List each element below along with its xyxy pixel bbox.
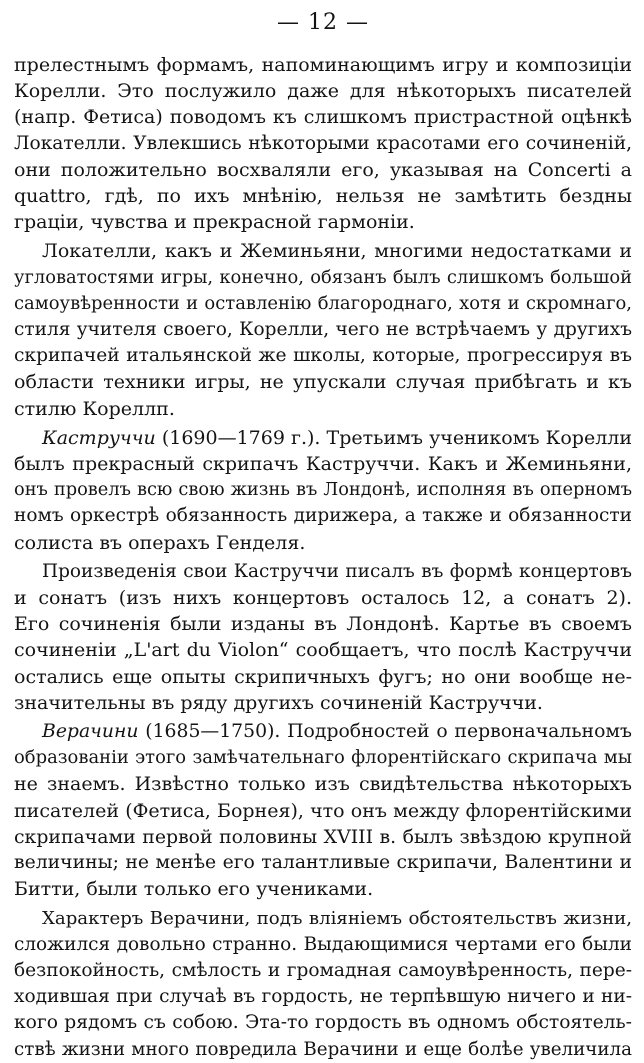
paragraph-2	[14, 238, 632, 421]
text-line: скрипачами первой половины XVIII в. былъ звѣздою крупной	[14, 825, 632, 848]
text-line	[14, 719, 632, 745]
text-line: (напр. Фетиса) поводомъ къ слишкомъ пристрастной оцѣнкѣ	[14, 106, 632, 129]
book-page	[14, 6, 632, 1060]
text-line: былъ прекрасный скрипачъ Каструччи. Какъ и Жеминьяни,	[14, 453, 632, 476]
text-line: образованіи этого замѣчательнаго флорентійскаго скрипача мы	[14, 747, 632, 769]
text-fragment: (1685—1750). Подробностей о первоначальномъ	[138, 721, 632, 743]
text-line: Локателли. Увлекшись нѣкоторыми красотами его сочиненій,	[14, 132, 632, 154]
text-line: значительны въ ряду другихъ сочиненій Каструччи.	[14, 691, 543, 714]
text-line: ствѣ жизни много повредила Верачини и еще болѣе увеличила	[14, 1038, 632, 1060]
text-line: скрипачей итальянской же школы, которые, прогрессируя въ	[14, 345, 632, 367]
text-line	[14, 425, 632, 451]
text-line: не знаемъ. Извѣстно только изъ свидѣтельства нѣкоторыхъ	[14, 773, 632, 796]
paragraph-1	[14, 52, 632, 235]
text-line: и сонатъ (изъ нихъ концертовъ осталось 12, а сонатъ 2).	[14, 587, 632, 610]
text-line: писателей (Фетиса, Борнея), что онъ между флорентійскими	[14, 799, 632, 822]
text-line: кого рядомъ съ собою. Эта-то гордость въ одномъ обстоятель-	[14, 1012, 632, 1034]
text-line: самоувѣренности и оставленію благороднаго, хотя и скромнаго,	[14, 292, 632, 314]
text-line: Его сочиненія были изданы въ Лондонѣ. Картье въ своемъ	[14, 613, 632, 636]
paragraph-6	[14, 906, 632, 1063]
paragraph-veracini	[14, 719, 632, 902]
text-line: ходившая при случаѣ въ гордость, не терпѣвшую ничего и ни-	[14, 986, 632, 1008]
text-line: сложился довольно странно. Выдающимися чертами его были	[14, 933, 632, 955]
text-line: граціи, чувства и прекрасной гармоніи.	[14, 211, 415, 234]
text-line: номъ оркестрѣ обязанность дирижера, а также и обязанности	[14, 505, 632, 527]
text-line: Локателли, какъ и Жеминьяни, многими недостатками и	[42, 240, 632, 263]
text-line: Битти, были только его учениками.	[14, 878, 374, 901]
text-line: прелестнымъ формамъ, напоминающимъ игру и композиціи	[14, 54, 632, 76]
text-line: они положительно восхваляли его, указывая на Concerti a	[14, 158, 632, 181]
text-line: онъ провелъ всю свою жизнь въ Лондонѣ, исполняя въ оперномъ	[14, 479, 632, 501]
composer-name: Верачини	[42, 721, 139, 743]
text-line: Характеръ Верачини, подъ вліяніемъ обстоятельствъ жизни,	[42, 907, 632, 929]
text-line: стиля учителя своего, Корелли, чего не встрѣчаемъ у другихъ	[14, 319, 632, 341]
text-line: остались еще опыты скрипичныхъ фугъ; но они вообще не-	[14, 665, 632, 688]
text-fragment: (1690—1769 г.). Третьимъ ученикомъ Корелли	[155, 426, 632, 449]
text-line: Корелли. Это послужило даже для нѣкоторыхъ писателей	[14, 80, 632, 103]
text-line: quattro, гдѣ, по ихъ мнѣнію, нельзя не замѣтить бездны	[14, 185, 632, 208]
paragraph-4	[14, 559, 632, 716]
text-line: Произведенія свои Каструччи писалъ въ формѣ концертовъ	[42, 560, 632, 582]
text-line: угловатостями игры, конечно, обязанъ былъ слишкомъ большой	[14, 266, 632, 288]
text-line: безпокойность, смѣлость и громадная самоувѣренность, пере-	[14, 959, 632, 981]
text-line: солиста въ операхъ Генделя.	[14, 531, 306, 554]
text-line: сочиненіи „L'art du Violon“ сообщаетъ, что послѣ Каструччи	[14, 639, 632, 662]
text-line: стилю Кореллп.	[14, 397, 175, 420]
text-line: области техники игры, не упускали случая прибѣгать и къ	[14, 371, 632, 394]
composer-name: Каструччи	[42, 426, 156, 449]
page-number: — 12 —	[277, 10, 369, 35]
paragraph-castrucci	[14, 425, 632, 556]
text-line: величины; не менѣе его талантливые скрипачи, Валентини и	[14, 852, 632, 874]
